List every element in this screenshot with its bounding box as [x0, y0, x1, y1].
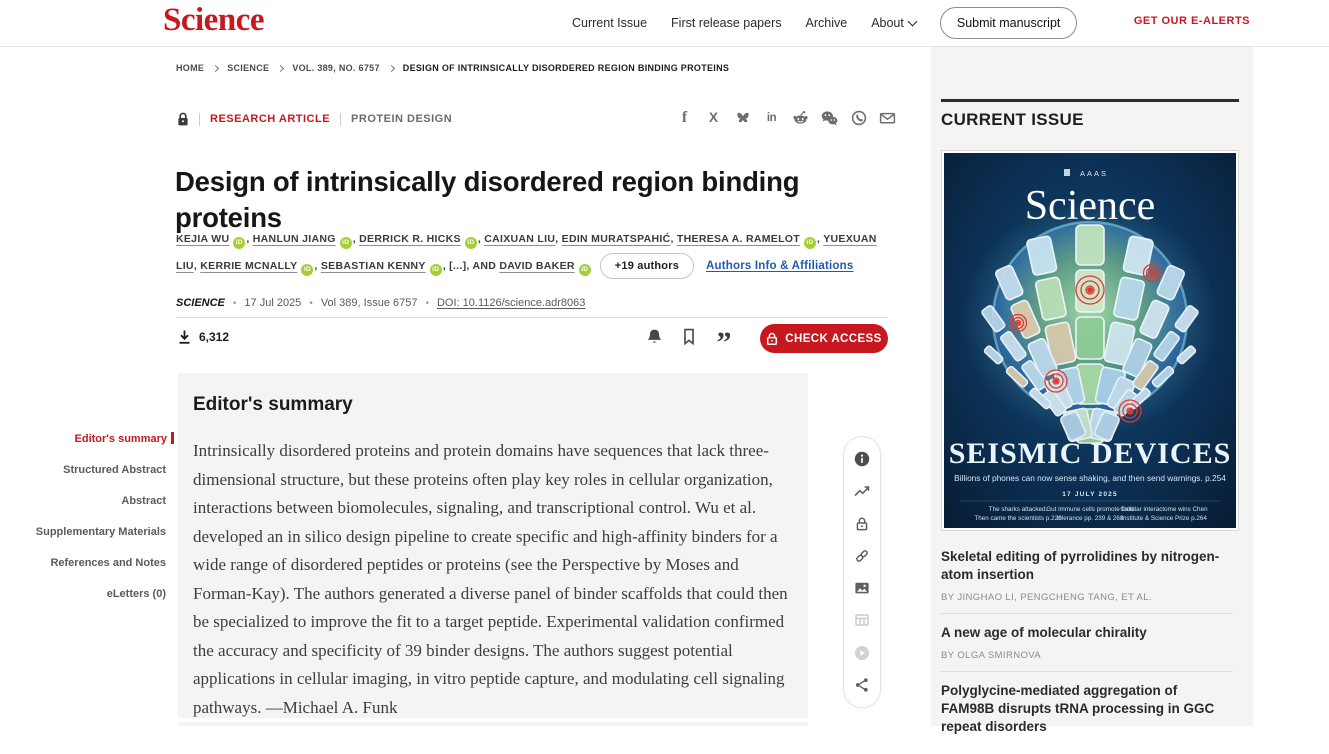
author-link[interactable]: EDIN MURATSPAHIĆ: [561, 233, 671, 245]
article-category[interactable]: PROTEIN DESIGN: [351, 113, 453, 125]
cover-teaser-1: The sharks attacked. Then came the scientists p.228: [974, 506, 1062, 522]
article-actions: [644, 326, 734, 359]
article-tools-toolbar: [843, 436, 881, 708]
breadcrumb: [176, 63, 729, 73]
breadcrumb-article: DESIGN OF INTRINSICALLY DISORDERED REGION BINDING PROTEINS: [402, 63, 730, 73]
orcid-icon[interactable]: iD: [804, 237, 816, 249]
breadcrumb-separator-icon: [277, 64, 284, 71]
metrics-icon[interactable]: [853, 482, 871, 500]
breadcrumb-home[interactable]: HOME: [176, 63, 205, 73]
more-authors-button[interactable]: +19 authors: [600, 253, 694, 279]
check-access-button[interactable]: CHECK ACCESS: [760, 324, 888, 353]
wechat-icon[interactable]: [821, 109, 838, 126]
orcid-icon[interactable]: iD: [233, 237, 245, 249]
author-separator: ,: [352, 233, 360, 245]
figures-icon[interactable]: [853, 579, 871, 597]
current-issue-heading: CURRENT ISSUE: [941, 110, 1084, 129]
author-separator: ,: [477, 233, 485, 245]
issue-article-title[interactable]: Polyglycine-mediated aggregation of FAM98B disrupts tRNA processing in GGC repeat disorders: [941, 683, 1215, 734]
breadcrumb-volume[interactable]: VOL. 389, NO. 6757: [292, 63, 380, 73]
active-indicator: [171, 432, 174, 444]
author-link[interactable]: CAIXUAN LIU: [484, 233, 556, 245]
submit-manuscript-button[interactable]: Submit manuscript: [940, 7, 1078, 39]
bookmark-icon[interactable]: [679, 326, 699, 348]
issue-article-1[interactable]: [941, 538, 1233, 613]
toc-editors-summary[interactable]: Editor's summary: [75, 432, 174, 446]
divider: [340, 113, 341, 126]
reddit-icon[interactable]: [792, 109, 809, 126]
breadcrumb-separator-icon: [212, 64, 219, 71]
toc-abstract[interactable]: Abstract: [121, 495, 166, 507]
top-nav: [572, 0, 1077, 46]
author-link[interactable]: KERRIE MCNALLY: [200, 260, 298, 272]
issue-article-byline: BY OLGA SMIRNOVA: [941, 650, 1042, 661]
cover-teaser-2: Gut immune cells promote food tolerance pp. 239 & 268: [1046, 506, 1134, 522]
whatsapp-icon[interactable]: [850, 109, 867, 126]
author-link[interactable]: SEBASTIAN KENNY: [320, 260, 426, 272]
breadcrumb-separator-icon: [388, 64, 395, 71]
author-link[interactable]: DAVID BAKER: [499, 260, 575, 272]
article-type-badge[interactable]: RESEARCH ARTICLE: [210, 113, 331, 125]
article-title: Design of intrinsically disordered region binding proteins: [175, 166, 800, 234]
author-link[interactable]: HANLUN JIANG: [252, 233, 336, 245]
issue-article-title[interactable]: A new age of molecular chirality: [941, 625, 1147, 640]
orcid-icon[interactable]: iD: [465, 237, 477, 249]
author-link[interactable]: YUEXUAN LIU: [176, 233, 877, 272]
permalink-icon[interactable]: [853, 547, 871, 565]
issue-article-3[interactable]: [941, 671, 1233, 754]
author-separator: ,: [816, 233, 824, 245]
issue-info: Vol 389, Issue 6757: [320, 297, 418, 309]
author-separator: , [...], AND: [442, 260, 500, 272]
author-byline: [176, 226, 882, 280]
editors-summary-section: [178, 373, 808, 718]
nav-about[interactable]: About: [871, 16, 916, 30]
media-play-icon[interactable]: [853, 644, 871, 662]
current-issue-articles: [941, 538, 1233, 754]
facebook-icon[interactable]: f: [681, 108, 688, 126]
orcid-icon[interactable]: iD: [579, 264, 591, 276]
author-link[interactable]: DERRICK R. HICKS: [359, 233, 461, 245]
email-icon[interactable]: [879, 109, 896, 126]
author-separator: ,: [193, 260, 201, 272]
info-icon[interactable]: [853, 450, 871, 468]
author-link[interactable]: KEJIA WU: [176, 233, 230, 245]
issue-article-2[interactable]: [941, 613, 1233, 671]
author-separator: ,: [555, 233, 562, 245]
x-twitter-icon[interactable]: X: [708, 110, 718, 125]
author-separator: ,: [314, 260, 321, 272]
divider: [176, 317, 888, 318]
science-logo[interactable]: Science: [163, 2, 264, 38]
nav-first-release[interactable]: First release papers: [671, 16, 782, 30]
journal-name: SCIENCE: [176, 297, 225, 309]
share-icon[interactable]: [853, 676, 871, 694]
authors-info-link[interactable]: Authors Info & Affiliations: [706, 260, 854, 272]
lock-icon: [766, 332, 778, 346]
aaas-logo-mark: [1064, 169, 1070, 176]
author-separator: ,: [246, 233, 253, 245]
breadcrumb-science[interactable]: SCIENCE: [227, 63, 270, 73]
locked-access-icon: [177, 112, 189, 127]
article-toc: [0, 432, 174, 601]
publish-date: 17 Jul 2025: [244, 297, 302, 309]
chevron-down-icon: [907, 17, 917, 27]
cover-subhead: Billions of phones can now sense shaking, and then send warnings. p.254: [954, 473, 1226, 483]
download-icon: [177, 329, 192, 345]
cover-teaser-3: Cellular interactome wins Chen Institute & Science Prize p.264: [1120, 506, 1208, 522]
top-bar: [0, 0, 1329, 47]
cite-quote-icon[interactable]: ”: [716, 326, 732, 359]
toc-structured-abstract[interactable]: Structured Abstract: [63, 464, 166, 476]
next-section-edge: [178, 722, 808, 726]
toc-supplementary-materials[interactable]: Supplementary Materials: [35, 526, 166, 538]
get-e-alerts-link[interactable]: GET OUR E-ALERTS: [1133, 15, 1250, 27]
download-count[interactable]: 6,312: [177, 329, 229, 345]
bluesky-icon[interactable]: [734, 109, 751, 126]
current-issue-rule: [941, 99, 1239, 102]
access-lock-icon[interactable]: [853, 515, 871, 533]
issue-article-title[interactable]: Skeletal editing of pyrrolidines by nitrogen-atom insertion: [941, 549, 1220, 582]
toc-references[interactable]: References and Notes: [50, 557, 166, 569]
nav-current-issue[interactable]: Current Issue: [572, 16, 648, 30]
social-share-bar: [676, 109, 896, 126]
author-link[interactable]: THERESA A. RAMELOT: [676, 233, 800, 245]
notifications-bell-icon[interactable]: [644, 326, 664, 348]
orcid-icon[interactable]: iD: [301, 264, 313, 276]
editors-summary-text: Intrinsically disordered proteins and protein domains have sequences that lack three-dimensional structure, but these proteins often play key roles in cellular organization, interactions between biomolecules, signaling, and transcriptional control. Wu et al. developed an in silico design pipeline to create specific and high-affinity binders for a wide range of disordered peptides or proteins (see the Perspective by Moses and Forman-Kay). The authors generated a diverse panel of binder scaffolds that could then be specialized to improve the fit to a target peptide. Experimental validation confirmed the accuracy and specificity of 39 binder designs. The authors suggest potential applications in cellular imaging, in vitro peptide capture, and modulating cell signaling pathways. —Michael A. Funk: [193, 441, 788, 717]
editors-summary-heading: Editor's summary: [193, 394, 353, 415]
current-issue-cover[interactable]: [941, 150, 1239, 531]
nav-archive[interactable]: Archive: [805, 16, 848, 30]
cover-headline: SEISMIC DEVICES: [948, 437, 1232, 470]
doi-link[interactable]: DOI: 10.1126/science.adr8063: [436, 297, 586, 309]
issue-article-byline: BY JINGHAO LI, PENGCHENG TANG, ET AL.: [941, 592, 1153, 603]
cover-brand: Science: [1024, 183, 1156, 229]
article-flag-row: [177, 110, 452, 128]
orcid-icon[interactable]: iD: [430, 264, 442, 276]
cover-date: 17 JULY 2025: [1062, 491, 1118, 498]
cover-publisher: AAAS: [1079, 169, 1109, 178]
tables-icon[interactable]: [853, 611, 871, 629]
author-separator: ,: [670, 233, 677, 245]
divider: [199, 113, 200, 126]
toc-eletters[interactable]: eLetters (0): [106, 588, 166, 600]
article-meta: SCIENCE • 17 Jul 2025 • Vol 389, Issue 6757 • DOI: 10.1126/science.adr8063: [176, 297, 586, 309]
linkedin-icon[interactable]: in: [766, 111, 777, 124]
orcid-icon[interactable]: iD: [340, 237, 352, 249]
